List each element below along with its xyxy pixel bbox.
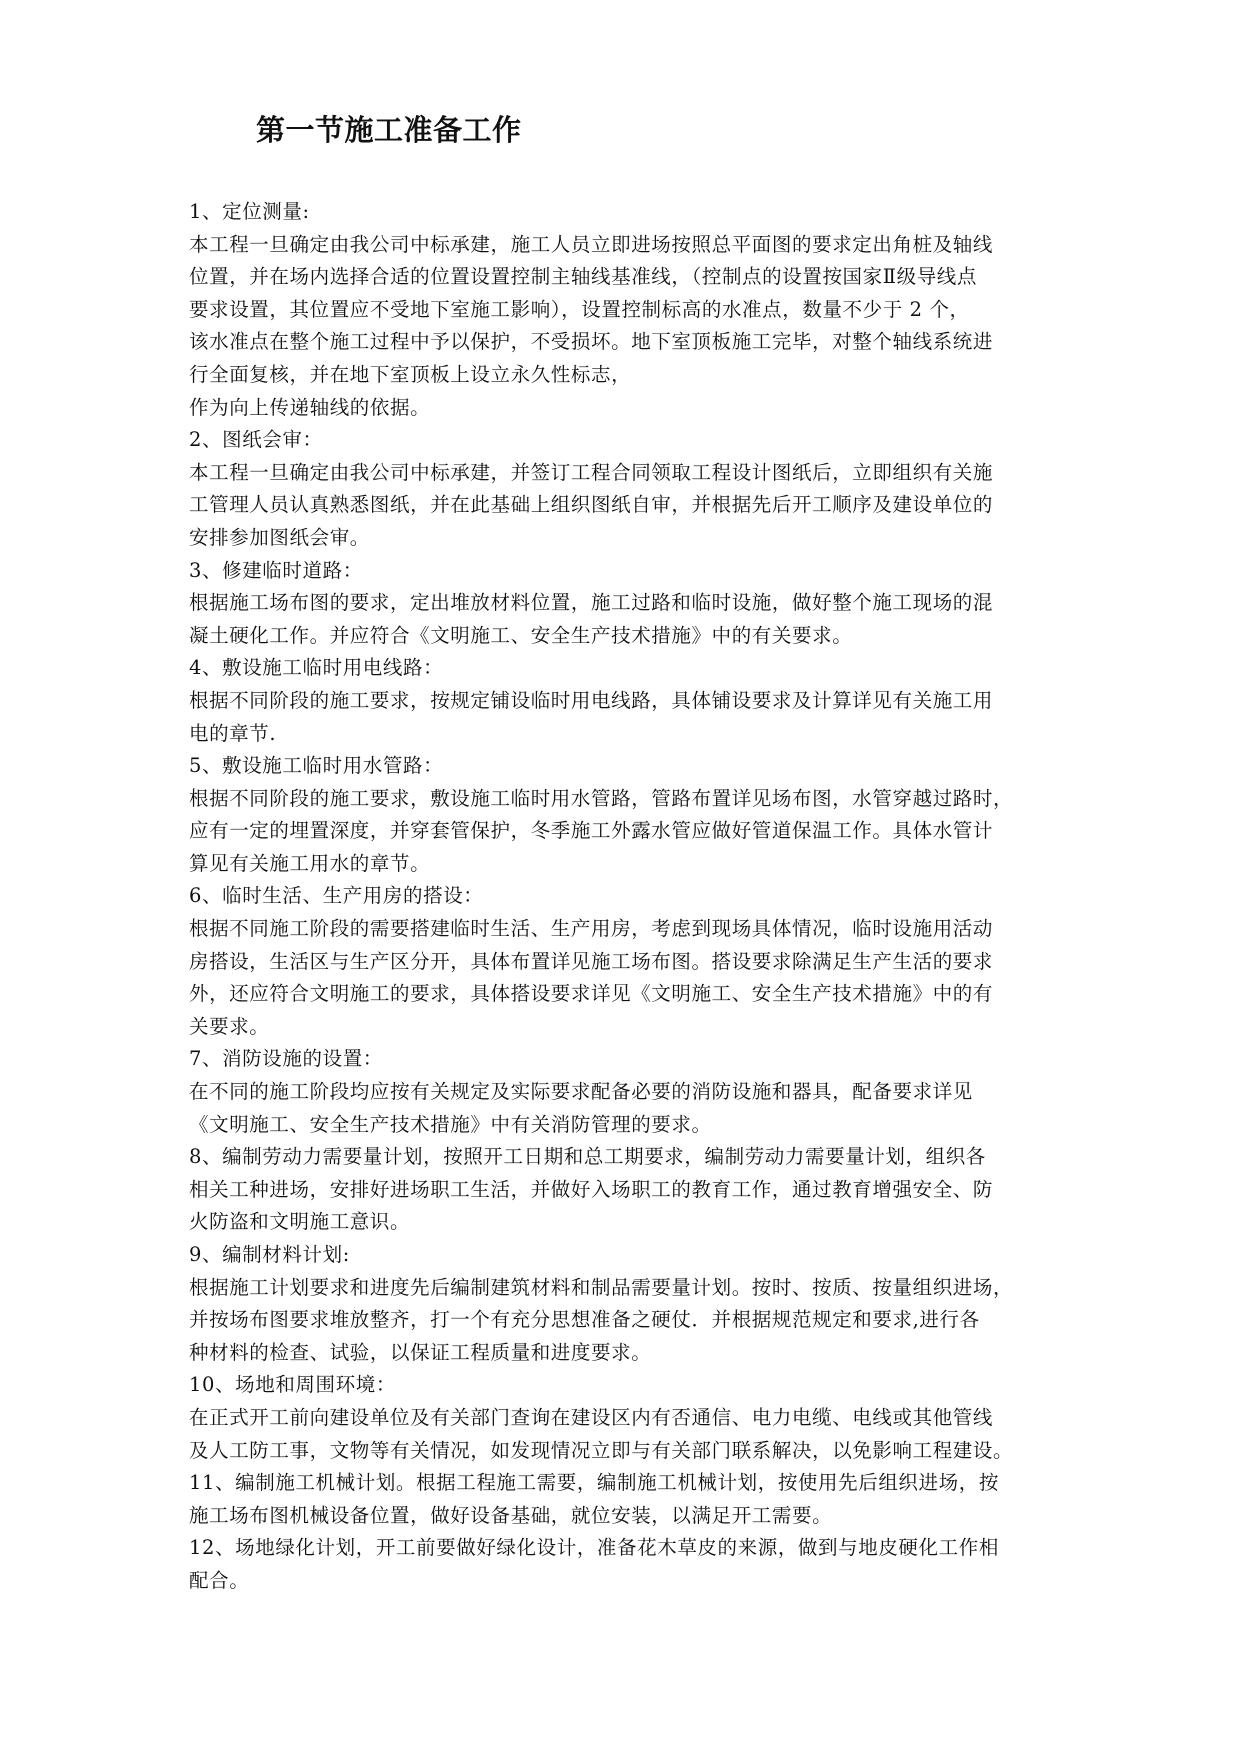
- text-line: 该水准点在整个施工过程中予以保护，不受损坏。地下室顶板施工完毕，对整个轴线系统进: [189, 330, 994, 354]
- body-text: [189, 196, 1061, 1598]
- text-line: 7、消防设施的设置：: [189, 1047, 383, 1071]
- text-line: 并按场布图要求堆放整齐，打一个有充分思想准备之硬仗．并根据规范规定和要求,进行各: [189, 1308, 980, 1332]
- text-line: 配合。: [189, 1568, 250, 1592]
- text-line: 在正式开工前向建设单位及有关部门查询在建设区内有否通信、电力电缆、电线或其他管线: [189, 1405, 994, 1429]
- text-line: 应有一定的埋置深度，并穿套管保护，冬季施工外露水管应做好管道保温工作。具体水管计: [189, 819, 994, 843]
- text-line: 本工程一旦确定由我公司中标承建，施工人员立即进场按照总平面图的要求定出角桩及轴线: [189, 232, 994, 256]
- text-line: 房搭设，生活区与生产区分开，具体布置详见施工场布图。搭设要求除满足生产生活的要求: [189, 949, 994, 973]
- text-line: 《文明施工、安全生产技术措施》中有关消防管理的要求。: [189, 1112, 712, 1136]
- text-line: 根据不同阶段的施工要求，按规定铺设临时用电线路，具体铺设要求及计算详见有关施工用: [189, 688, 994, 712]
- text-line: 火防盗和文明施工意识。: [189, 1210, 411, 1234]
- text-line: 算见有关施工用水的章节。: [189, 851, 431, 875]
- text-line: 施工场布图机械设备位置，做好设备基础，就位安装，以满足开工需要。: [189, 1503, 833, 1527]
- text-line: 根据施工场布图的要求，定出堆放材料位置，施工过路和临时设施，做好整个施工现场的混: [189, 591, 994, 615]
- page-title: 第一节施工准备工作: [256, 113, 522, 147]
- text-line: 根据不同阶段的施工要求，敷设施工临时用水管路，管路布置详见场布图，水管穿越过路时，: [189, 786, 1014, 810]
- text-line: 外，还应符合文明施工的要求，具体搭设要求详见《文明施工、安全生产技术措施》中的有: [189, 982, 994, 1006]
- text-line: 电的章节.: [189, 721, 277, 745]
- text-line: 10、场地和周围环境：: [189, 1373, 396, 1397]
- text-line: 6、临时生活、生产用房的搭设：: [189, 884, 484, 908]
- text-line: 根据不同施工阶段的需要搭建临时生活、生产用房，考虑到现场具体情况，临时设施用活动: [189, 917, 994, 941]
- text-line: 2、图纸会审：: [189, 428, 323, 452]
- text-line: 要求设置，其位置应不受地下室施工影响），设置控制标高的水准点，数量不少于 2 个，: [189, 297, 970, 321]
- text-line: 根据施工计划要求和进度先后编制建筑材料和制品需要量计划。按时、按质、按量组织进场，: [189, 1275, 1014, 1299]
- text-line: 1、定位测量:: [189, 200, 310, 223]
- text-line: 12、场地绿化计划，开工前要做好绿化设计，准备花木草皮的来源，做到与地皮硬化工作相: [189, 1536, 999, 1560]
- text-line: 行全面复核，并在地下室顶板上设立永久性标志，: [189, 362, 632, 386]
- text-line: 8、编制劳动力需要量计划，按照开工日期和总工期要求，编制劳动力需要量计划，组织各: [189, 1145, 986, 1169]
- text-line: 相关工种进场，安排好进场职工生活，并做好入场职工的教育工作，通过教育增强安全、防: [189, 1177, 994, 1201]
- text-line: 凝土硬化工作。并应符合《文明施工、安全生产技术措施》中的有关要求。: [189, 623, 853, 647]
- text-line: 及人工防工事，文物等有关情况，如发现情况立即与有关部门联系解决，以免影响工程建设。: [189, 1438, 1014, 1462]
- text-line: 3、修建临时道路：: [189, 558, 363, 582]
- text-line: 本工程一旦确定由我公司中标承建，并签订工程合同领取工程设计图纸后，立即组织有关施: [189, 460, 994, 484]
- text-line: 安排参加图纸会审。: [189, 525, 370, 549]
- text-line: 5、敷设施工临时用水管路：: [189, 754, 444, 778]
- text-line: 工管理人员认真熟悉图纸，并在此基础上组织图纸自审，并根据先后开工顺序及建设单位的: [189, 493, 994, 517]
- text-line: 作为向上传递轴线的依据。: [189, 395, 431, 419]
- text-line: 位置，并在场内选择合适的位置设置控制主轴线基准线，（控制点的设置按国家Ⅱ级导线点: [189, 265, 978, 289]
- text-line: 在不同的施工阶段均应按有关规定及实际要求配备必要的消防设施和器具，配备要求详见: [189, 1080, 973, 1104]
- text-line: 9、编制材料计划:: [189, 1243, 350, 1266]
- text-line: 种材料的检查、试验，以保证工程质量和进度要求。: [189, 1340, 652, 1364]
- text-line: 关要求。: [189, 1014, 270, 1038]
- text-line: 11、编制施工机械计划。根据工程施工需要，编制施工机械计划，按使用先后组织进场，按: [189, 1471, 999, 1495]
- text-line: 4、敷设施工临时用电线路：: [189, 656, 444, 680]
